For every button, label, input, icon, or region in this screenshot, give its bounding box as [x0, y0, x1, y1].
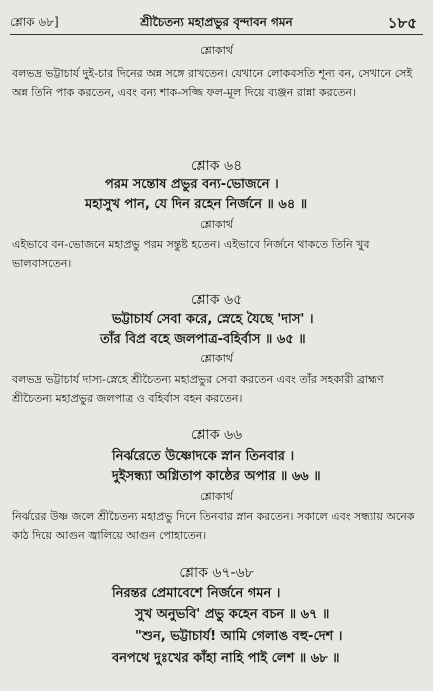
page-header — [10, 12, 423, 34]
translation-text: বলভদ্র ভট্টাচার্য দুই-চার দিনের অন্ন সঙ্গে রাখতেন। যেখানে লোকবসতি শূন্য বন, সেখানে সেই অন্ন তিনি পাক করতেন, এবং বন্য শাক-সজ্জি ফল-মূল দিয়ে ব্যঞ্জন রান্না করতেন। — [12, 67, 413, 99]
translation-label: শ্লোকার্থ — [200, 218, 233, 231]
verse-line: ভট্টাচার্য সেবা করে, স্নেহে যৈছে 'দাস' । — [112, 312, 314, 327]
verse-line: পরম সন্তোষ প্রভুর বন্য-ভোজনে । — [105, 177, 279, 192]
verse-line: "শুন, ভট্টাচার্য! আমি গেলাঙ বহু-দেশ । — [135, 629, 343, 644]
verse-line: মহাসুখ পান, যে দিন রহেন নির্জনে ॥ ৬৪ ॥ — [85, 197, 308, 212]
verse-title: শ্লোক ৬৫ — [190, 292, 243, 308]
verse-title: শ্লোক ৬৪ — [190, 158, 243, 174]
verse-line: দুইসন্ধ্যা অগ্নিতাপ কাষ্ঠের অপার ॥ ৬৬ ॥ — [112, 469, 321, 484]
verse-line: তাঁর বিপ্র বহে জলপাত্র-বহির্বাস ॥ ৬৫ ॥ — [100, 332, 306, 347]
translation-label: শ্লোকার্থ — [200, 44, 233, 57]
verse-line: বনপথে দুঃখের কাঁহা নাহি পাই লেশ ॥ ৬৮ ॥ — [112, 651, 340, 666]
translation-text: বলভদ্র ভট্টাচার্য দাস্য-স্নেহে শ্রীচৈতন্য মহাপ্রভুর সেবা করতেন এবং তাঁর সহকারী ব্রাহ্মণ শ্রীচৈতন্য মহাপ্রভুর জলপাত্র ও বহির্বাস বহন করতেন। — [12, 373, 384, 405]
translation-label: শ্লোকার্থ — [200, 490, 233, 503]
translation-text: নির্ঝরের উষ্ণ জলে শ্রীচৈতন্য মহাপ্রভু দিনে তিনবার স্নান করতেন। সকালে এবং সন্ধ্যায় অনেক কাঠ দিয়ে আগুন জ্বালিয়ে আগুন পোহাতেন। — [12, 510, 415, 542]
header-rule — [10, 34, 423, 35]
header-chapter-title: শ্রীচৈতন্য মহাপ্রভুর বৃন্দাবন গমন — [140, 15, 293, 29]
translation-text: এইভাবে বন-ভোজনে মহাপ্রভু পরম সন্তুষ্ট হতেন। এইভাবে নির্জনে থাকতে তিনি খুব ভালবাসতেন। — [12, 238, 370, 270]
verse-title: শ্লোক ৬৬ — [190, 427, 243, 443]
translation-label: শ্লোকার্থ — [200, 352, 233, 365]
verse-line: নিরন্তর প্রেমাবেশে নির্জনে গমন । — [112, 586, 281, 601]
verse-line: নির্ঝরেতে উষ্ণোদকে স্নান তিনবার । — [112, 449, 295, 464]
header-verse-ref: শ্লোক ৬৮] — [10, 15, 59, 29]
verse-title: শ্লোক ৬৭-৬৮ — [179, 565, 254, 581]
page-number: ১৮৫ — [387, 14, 417, 32]
verse-line: সুখ অনুভবি' প্রভু কহেন বচন ॥ ৬৭ ॥ — [135, 607, 330, 622]
